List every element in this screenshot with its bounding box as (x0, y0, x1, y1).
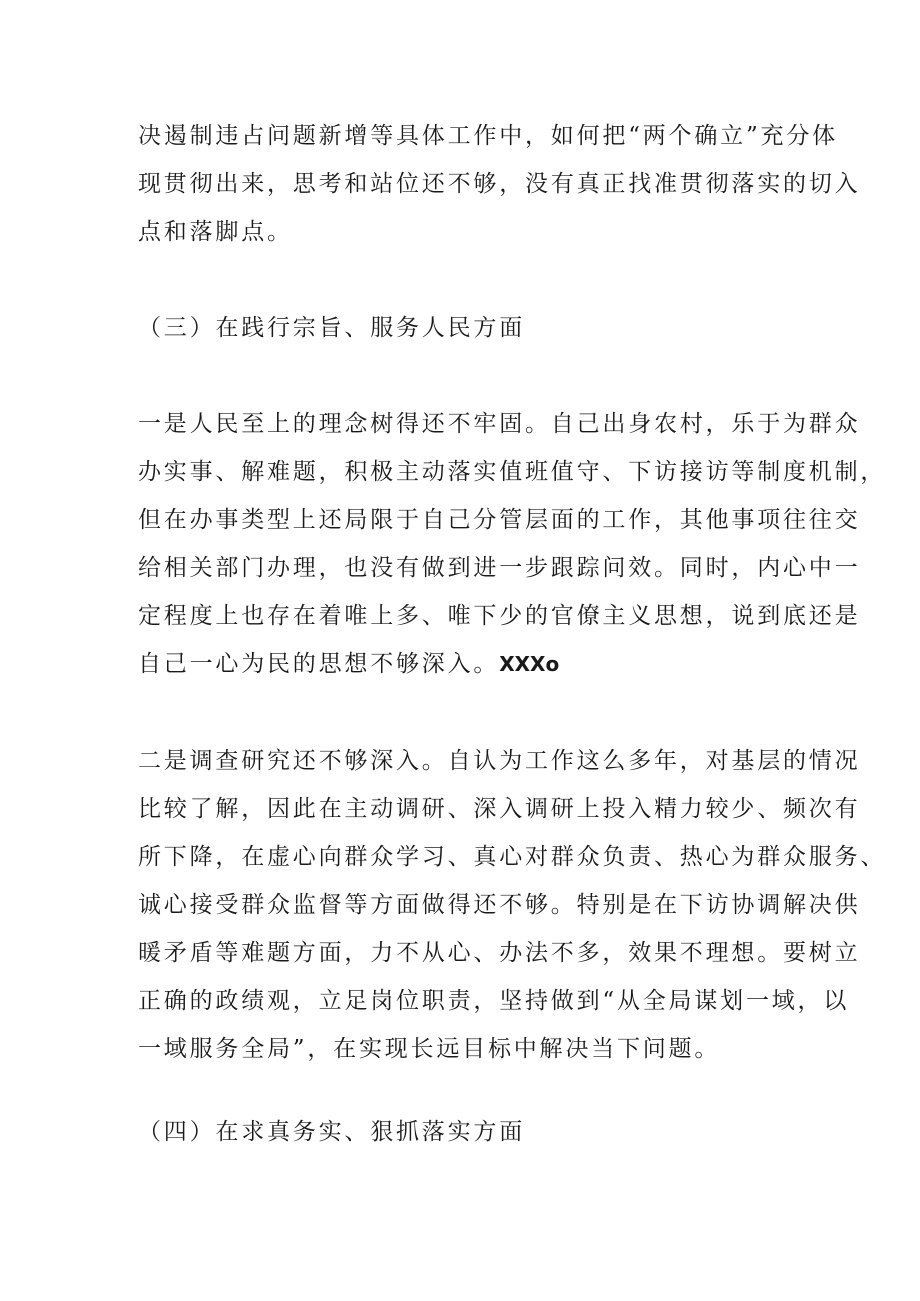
paragraph-line: 一是人民至上的理念树得还不牢固。自己出身农村，乐于为群众 (138, 411, 861, 437)
paragraph-line: 决遏制违占问题新增等具体工作中，如何把“两个确立”充分体 (138, 123, 838, 149)
paragraph-research (138, 737, 887, 1073)
paragraph-line-last (138, 640, 798, 688)
paragraph-line: 所下降，在虚心向群众学习、真心对群众负责、热心为群众服务、 (138, 844, 887, 870)
paragraph-line: 暖矛盾等难题方面，力不从心、办法不多，效果不理想。要树立 (138, 940, 861, 966)
section-heading-4: （四）在求真务实、狠抓落实方面 (138, 1119, 525, 1145)
paragraph-line-text: 自己一心为民的思想不够深入。 (138, 651, 500, 677)
paragraph-line: 给相关部门办理，也没有做到进一步跟踪问效。同时，内心中一 (138, 555, 861, 581)
paragraph-line: 二是调查研究还不够深入。自认为工作这么多年，对基层的情况 (138, 748, 861, 774)
paragraph-two-establishments (138, 112, 861, 256)
paragraph-line: 诚心接受群众监督等方面做得还不够。特别是在下访协调解决供 (138, 892, 861, 918)
paragraph-line: 办实事、解难题，积极主动落实值班值守、下访接访等制度机制， (138, 459, 887, 485)
paragraph-line: 点和落脚点。 (138, 219, 293, 245)
paragraph-line: 现贯彻出来，思考和站位还不够，没有真正找准贯彻落实的切入 (138, 171, 861, 197)
paragraph-line: 一域服务全局”，在实现长远目标中解决当下问题。 (138, 1036, 721, 1062)
paragraph-line: 正确的政绩观，立足岗位职责，坚持做到“从全局谋划一域，以 (138, 988, 850, 1014)
section-heading-3: （三）在践行宗旨、服务人民方面 (138, 315, 525, 341)
placeholder-marker: XXXo (499, 652, 560, 676)
paragraph-line: 但在办事类型上还局限于自己分管层面的工作，其他事项往往交 (138, 507, 861, 533)
paragraph-line: 定程度上也存在着唯上多、唯下少的官僚主义思想，说到底还是 (138, 603, 861, 629)
paragraph-people-first (138, 400, 887, 688)
paragraph-line: 比较了解，因此在主动调研、深入调研上投入精力较少、频次有 (138, 796, 861, 822)
